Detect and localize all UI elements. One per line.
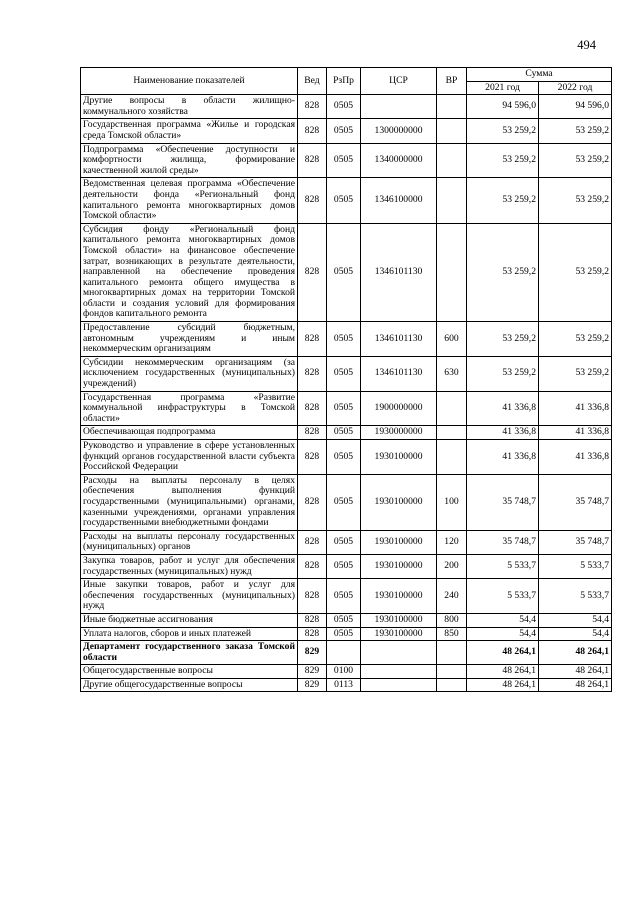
cell-name: Субсидия фонду «Региональный фонд капитального ремонта многоквартирных домов Томской области» на финансовое обеспечение затрат, возникающих в результате деятельности, направленной на обеспечение проведения капитального ремонта общего имущества в многоквартирных домах на территории Томской области и создания условий для формирования фондов капитального ремонта bbox=[81, 223, 298, 321]
cell-rzpr: 0505 bbox=[327, 627, 361, 641]
cell-rzpr: 0100 bbox=[327, 665, 361, 679]
cell-csr: 1930100000 bbox=[361, 474, 437, 530]
cell-rzpr: 0505 bbox=[327, 391, 361, 426]
cell-2021: 54,4 bbox=[467, 627, 539, 641]
cell-vr bbox=[437, 178, 467, 223]
table-row bbox=[81, 440, 612, 475]
cell-2021: 41 336,8 bbox=[467, 440, 539, 475]
cell-rzpr: 0505 bbox=[327, 356, 361, 391]
column-header-csr: ЦСР bbox=[361, 68, 437, 95]
cell-2021: 53 259,2 bbox=[467, 143, 539, 178]
cell-csr: 1930000000 bbox=[361, 426, 437, 440]
cell-vr: 120 bbox=[437, 530, 467, 554]
table-row bbox=[81, 119, 612, 143]
column-header-vr: ВР bbox=[437, 68, 467, 95]
cell-2021: 41 336,8 bbox=[467, 391, 539, 426]
cell-name: Расходы на выплаты персоналу государственных (муниципальных) органов bbox=[81, 530, 298, 554]
cell-rzpr: 0113 bbox=[327, 678, 361, 692]
table-row bbox=[81, 391, 612, 426]
cell-vr bbox=[437, 391, 467, 426]
cell-2022: 94 596,0 bbox=[539, 95, 612, 119]
cell-csr: 1930100000 bbox=[361, 579, 437, 614]
cell-csr: 1346100000 bbox=[361, 178, 437, 223]
table-row bbox=[81, 627, 612, 641]
cell-2021: 48 264,1 bbox=[467, 665, 539, 679]
cell-rzpr: 0505 bbox=[327, 178, 361, 223]
cell-name: Уплата налогов, сборов и иных платежей bbox=[81, 627, 298, 641]
cell-2021: 48 264,1 bbox=[467, 641, 539, 665]
cell-vr bbox=[437, 641, 467, 665]
cell-rzpr: 0505 bbox=[327, 579, 361, 614]
cell-ved: 829 bbox=[298, 665, 327, 679]
table-header-row bbox=[81, 68, 612, 82]
cell-csr: 1300000000 bbox=[361, 119, 437, 143]
cell-2021: 53 259,2 bbox=[467, 223, 539, 321]
cell-2021: 5 533,7 bbox=[467, 579, 539, 614]
cell-vr bbox=[437, 426, 467, 440]
cell-2022: 54,4 bbox=[539, 613, 612, 627]
cell-2022: 53 259,2 bbox=[539, 223, 612, 321]
cell-rzpr: 0505 bbox=[327, 322, 361, 357]
cell-ved: 828 bbox=[298, 223, 327, 321]
cell-name: Иные закупки товаров, работ и услуг для обеспечения государственных (муниципальных) нужд bbox=[81, 579, 298, 614]
cell-2021: 35 748,7 bbox=[467, 530, 539, 554]
cell-csr bbox=[361, 665, 437, 679]
column-header-2021: 2021 год bbox=[467, 81, 539, 95]
cell-2022: 41 336,8 bbox=[539, 426, 612, 440]
cell-name: Руководство и управление в сфере установленных функций органов государственной власти субъекта Российской Федерации bbox=[81, 440, 298, 475]
cell-2021: 35 748,7 bbox=[467, 474, 539, 530]
cell-vr: 240 bbox=[437, 579, 467, 614]
cell-csr: 1930100000 bbox=[361, 440, 437, 475]
table-row bbox=[81, 178, 612, 223]
cell-rzpr: 0505 bbox=[327, 95, 361, 119]
cell-ved: 828 bbox=[298, 119, 327, 143]
column-header-ved: Вед bbox=[298, 68, 327, 95]
cell-rzpr: 0505 bbox=[327, 474, 361, 530]
cell-csr bbox=[361, 641, 437, 665]
cell-csr bbox=[361, 678, 437, 692]
cell-vr bbox=[437, 223, 467, 321]
table-row bbox=[81, 641, 612, 665]
table-row bbox=[81, 322, 612, 357]
cell-csr: 1930100000 bbox=[361, 613, 437, 627]
cell-name: Общегосударственные вопросы bbox=[81, 665, 298, 679]
cell-name: Ведомственная целевая программа «Обеспечение деятельности фонда «Региональный фонд капитального ремонта многоквартирных домов Томской области» bbox=[81, 178, 298, 223]
cell-2022: 53 259,2 bbox=[539, 143, 612, 178]
cell-ved: 829 bbox=[298, 641, 327, 665]
cell-name: Субсидии некоммерческим организациям (за исключением государственных (муниципальных) учреждений) bbox=[81, 356, 298, 391]
cell-name: Подпрограмма «Обеспечение доступности и комфортности жилища, формирование качественной жилой среды» bbox=[81, 143, 298, 178]
cell-csr: 1930100000 bbox=[361, 530, 437, 554]
cell-csr: 1346101130 bbox=[361, 223, 437, 321]
cell-vr: 630 bbox=[437, 356, 467, 391]
cell-2021: 53 259,2 bbox=[467, 356, 539, 391]
column-header-2022: 2022 год bbox=[539, 81, 612, 95]
table-row bbox=[81, 554, 612, 578]
cell-ved: 828 bbox=[298, 178, 327, 223]
cell-name: Государственная программа «Развитие коммунальной инфраструктуры в Томской области» bbox=[81, 391, 298, 426]
table-row bbox=[81, 665, 612, 679]
cell-2021: 41 336,8 bbox=[467, 426, 539, 440]
cell-name: Обеспечивающая подпрограмма bbox=[81, 426, 298, 440]
cell-rzpr: 0505 bbox=[327, 223, 361, 321]
cell-ved: 828 bbox=[298, 579, 327, 614]
table-row bbox=[81, 613, 612, 627]
cell-ved: 828 bbox=[298, 95, 327, 119]
cell-2022: 53 259,2 bbox=[539, 356, 612, 391]
cell-name: Другие вопросы в области жилищно-коммунального хозяйства bbox=[81, 95, 298, 119]
cell-ved: 828 bbox=[298, 627, 327, 641]
column-header-name: Наименование показателей bbox=[81, 68, 298, 95]
cell-ved: 828 bbox=[298, 554, 327, 578]
cell-rzpr: 0505 bbox=[327, 119, 361, 143]
cell-ved: 828 bbox=[298, 356, 327, 391]
cell-ved: 828 bbox=[298, 391, 327, 426]
cell-csr: 1346101130 bbox=[361, 356, 437, 391]
cell-vr: 100 bbox=[437, 474, 467, 530]
cell-csr: 1340000000 bbox=[361, 143, 437, 178]
cell-csr: 1930100000 bbox=[361, 627, 437, 641]
cell-ved: 828 bbox=[298, 143, 327, 178]
cell-rzpr: 0505 bbox=[327, 613, 361, 627]
cell-ved: 829 bbox=[298, 678, 327, 692]
table-row bbox=[81, 143, 612, 178]
budget-table bbox=[80, 67, 612, 692]
cell-name: Иные бюджетные ассигнования bbox=[81, 613, 298, 627]
cell-2022: 53 259,2 bbox=[539, 119, 612, 143]
cell-2021: 54,4 bbox=[467, 613, 539, 627]
cell-ved: 828 bbox=[298, 613, 327, 627]
cell-name: Департамент государственного заказа Томской области bbox=[81, 641, 298, 665]
cell-vr: 200 bbox=[437, 554, 467, 578]
cell-2021: 53 259,2 bbox=[467, 322, 539, 357]
cell-ved: 828 bbox=[298, 426, 327, 440]
table-row bbox=[81, 579, 612, 614]
cell-2022: 5 533,7 bbox=[539, 579, 612, 614]
cell-vr bbox=[437, 143, 467, 178]
cell-2022: 48 264,1 bbox=[539, 641, 612, 665]
cell-2022: 5 533,7 bbox=[539, 554, 612, 578]
cell-rzpr: 0505 bbox=[327, 440, 361, 475]
cell-2021: 48 264,1 bbox=[467, 678, 539, 692]
column-header-rzpr: РзПр bbox=[327, 68, 361, 95]
cell-rzpr: 0505 bbox=[327, 554, 361, 578]
column-header-sum: Сумма bbox=[467, 68, 612, 82]
cell-name: Другие общегосударственные вопросы bbox=[81, 678, 298, 692]
cell-vr bbox=[437, 95, 467, 119]
cell-ved: 828 bbox=[298, 440, 327, 475]
cell-vr bbox=[437, 440, 467, 475]
cell-ved: 828 bbox=[298, 474, 327, 530]
cell-rzpr: 0505 bbox=[327, 530, 361, 554]
table-body bbox=[81, 95, 612, 692]
cell-vr: 850 bbox=[437, 627, 467, 641]
cell-vr bbox=[437, 665, 467, 679]
cell-2022: 53 259,2 bbox=[539, 178, 612, 223]
cell-rzpr bbox=[327, 641, 361, 665]
table-row bbox=[81, 356, 612, 391]
page-number: 494 bbox=[577, 38, 596, 52]
cell-name: Закупка товаров, работ и услуг для обеспечения государственных (муниципальных) нужд bbox=[81, 554, 298, 578]
cell-vr: 600 bbox=[437, 322, 467, 357]
cell-rzpr: 0505 bbox=[327, 426, 361, 440]
cell-csr: 1900000000 bbox=[361, 391, 437, 426]
cell-ved: 828 bbox=[298, 530, 327, 554]
table-row bbox=[81, 678, 612, 692]
cell-ved: 828 bbox=[298, 322, 327, 357]
cell-vr: 800 bbox=[437, 613, 467, 627]
cell-name: Предоставление субсидий бюджетным, автономным учреждениям и иным некоммерческим организациям bbox=[81, 322, 298, 357]
cell-2021: 53 259,2 bbox=[467, 119, 539, 143]
cell-vr bbox=[437, 678, 467, 692]
cell-2022: 35 748,7 bbox=[539, 530, 612, 554]
cell-2022: 48 264,1 bbox=[539, 665, 612, 679]
cell-2022: 48 264,1 bbox=[539, 678, 612, 692]
cell-vr bbox=[437, 119, 467, 143]
cell-2021: 5 533,7 bbox=[467, 554, 539, 578]
cell-2022: 41 336,8 bbox=[539, 440, 612, 475]
cell-csr bbox=[361, 95, 437, 119]
cell-2022: 54,4 bbox=[539, 627, 612, 641]
table-row bbox=[81, 426, 612, 440]
cell-2021: 53 259,2 bbox=[467, 178, 539, 223]
table-row bbox=[81, 530, 612, 554]
cell-2022: 53 259,2 bbox=[539, 322, 612, 357]
cell-name: Расходы на выплаты персоналу в целях обеспечения выполнения функций государственными (муниципальными) органами, казенными учреждениями, органами управления государственными внебюджетными фондами bbox=[81, 474, 298, 530]
table-row bbox=[81, 223, 612, 321]
cell-2022: 41 336,8 bbox=[539, 391, 612, 426]
table-row bbox=[81, 95, 612, 119]
cell-2022: 35 748,7 bbox=[539, 474, 612, 530]
cell-csr: 1346101130 bbox=[361, 322, 437, 357]
cell-2021: 94 596,0 bbox=[467, 95, 539, 119]
cell-rzpr: 0505 bbox=[327, 143, 361, 178]
table-row bbox=[81, 474, 612, 530]
cell-csr: 1930100000 bbox=[361, 554, 437, 578]
cell-name: Государственная программа «Жилье и городская среда Томской области» bbox=[81, 119, 298, 143]
